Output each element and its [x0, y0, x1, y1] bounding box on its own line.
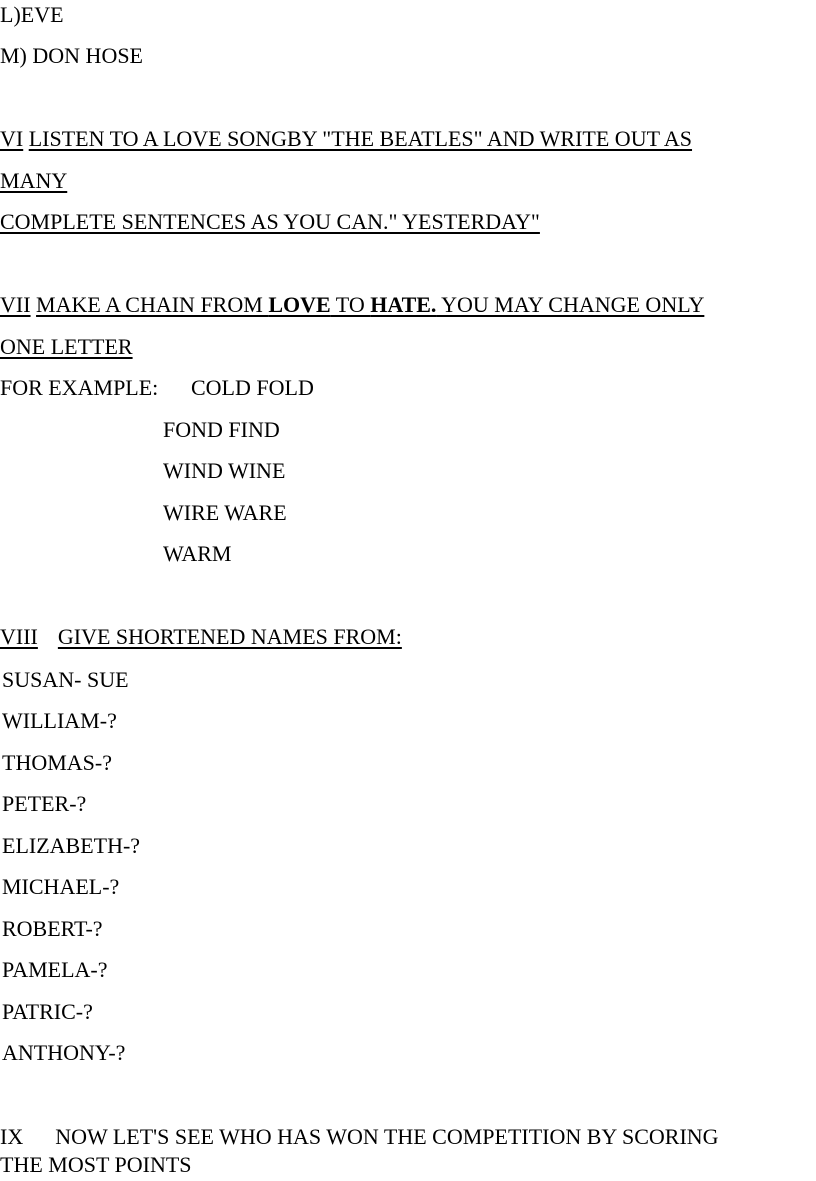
section-vii-number: VII — [0, 292, 31, 317]
item-l: L)EVE — [0, 2, 64, 27]
section-viii-number: VIII — [0, 624, 38, 649]
section-vi-line1 — [0, 126, 692, 152]
name-item: ELIZABETH-? — [2, 833, 141, 858]
section-vii-line1 — [0, 292, 704, 318]
name-item: SUSAN- SUE — [2, 667, 129, 692]
section-vii-part1: MAKE A CHAIN FROM — [36, 292, 269, 317]
chain-step: WARM — [163, 541, 232, 566]
chain-step: FOND FIND — [163, 417, 280, 442]
section-ix-number: IX — [0, 1124, 24, 1149]
word-love: LOVE — [268, 292, 331, 317]
name-item: ANTHONY-? — [2, 1040, 126, 1065]
example-first: COLD FOLD — [191, 375, 314, 400]
name-item: ROBERT-? — [2, 916, 103, 941]
section-vii-part2: TO — [330, 292, 371, 317]
chain-step: WIND WINE — [163, 458, 286, 483]
section-vi-line2: MANY — [0, 168, 68, 193]
name-item: THOMAS-? — [2, 750, 112, 775]
section-ix-text: NOW LET'S SEE WHO HAS WON THE COMPETITION BY SCORING — [55, 1124, 719, 1149]
chain-step: WIRE WARE — [163, 500, 287, 525]
section-vii-line2: ONE LETTER — [0, 334, 133, 359]
name-item: PAMELA-? — [2, 957, 108, 982]
example-label: FOR EXAMPLE: — [0, 375, 159, 400]
word-hate: HATE. — [370, 292, 437, 317]
section-viii-line1 — [0, 624, 402, 650]
section-vi-number: VI — [0, 126, 24, 151]
section-vi-line3: COMPLETE SENTENCES AS YOU CAN." YESTERDAY" — [0, 209, 540, 234]
section-viii-title: GIVE SHORTENED NAMES FROM: — [57, 624, 402, 649]
section-vii-heading — [36, 292, 436, 317]
section-vi-text-1: LISTEN TO A LOVE SONGBY "THE BEATLES" AND WRITE OUT AS — [28, 126, 693, 151]
name-item: WILLIAM-? — [2, 708, 117, 733]
name-item: PETER-? — [2, 791, 87, 816]
item-m: M) DON HOSE — [0, 43, 143, 68]
name-item: PATRIC-? — [2, 999, 93, 1024]
section-ix-line1 — [0, 1124, 719, 1150]
name-item: MICHAEL-? — [2, 874, 120, 899]
section-vii-part3: YOU MAY CHANGE ONLY — [436, 292, 705, 317]
section-ix-line2: THE MOST POINTS — [0, 1152, 192, 1177]
